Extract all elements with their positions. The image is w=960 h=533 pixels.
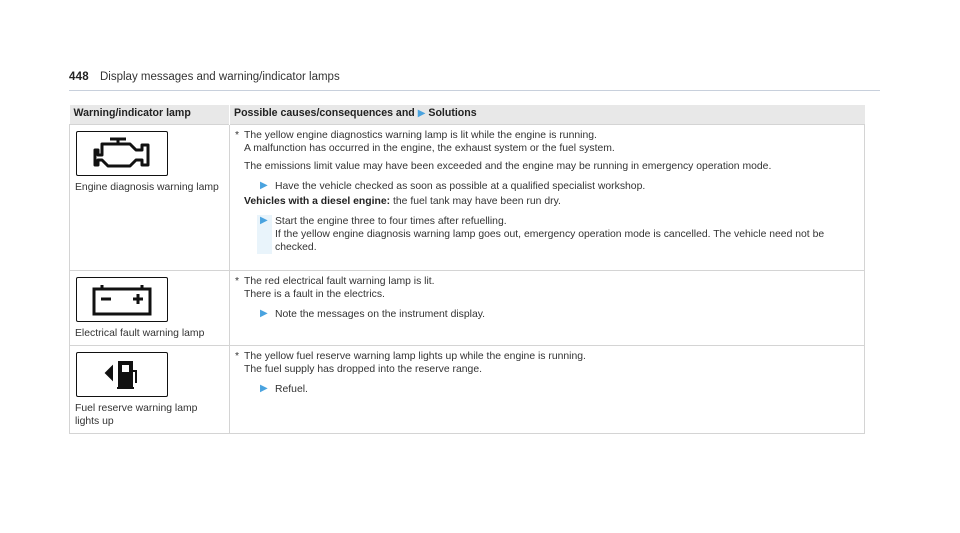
arrow-icon: ▶ (260, 214, 268, 226)
column-header-solutions-label: Solutions (428, 107, 477, 119)
star-marker: * (235, 129, 240, 141)
column-header-causes (230, 105, 865, 124)
lamp-name: Engine diagnosis warning lamp (75, 181, 219, 193)
lamp-name: Electrical fault warning lamp (75, 327, 205, 339)
lamp-cell (70, 345, 230, 433)
action-step (257, 383, 859, 396)
cause-text: The yellow fuel reserve warning lamp lights up while the engine is running. (244, 350, 586, 362)
table-row (70, 270, 865, 345)
lamp-name: Fuel reserve warning lamp lights up (75, 402, 198, 428)
arrow-icon: ▶ (260, 308, 268, 320)
diesel-label: Vehicles with a diesel engine: (244, 195, 391, 207)
action-text: Note the messages on the instrument display. (275, 309, 486, 321)
table-row (70, 345, 865, 433)
action-step (257, 215, 859, 255)
cause-text: The emissions limit value may have been exceeded and the engine may be running in emergency operation mode. (244, 161, 772, 173)
star-marker: * (235, 350, 240, 362)
column-header-causes-label: Possible causes/consequences and (234, 107, 415, 119)
action-step (257, 308, 859, 321)
diesel-text: the fuel tank may have been run dry. (390, 195, 561, 207)
action-text: If the yellow engine diagnosis warning lamp goes out, emergency operation mode is cancelled. The vehicle need not be checked. (275, 228, 825, 254)
action-text: Have the vehicle checked as soon as possible at a qualified specialist workshop. (275, 181, 646, 193)
page-number: 448 (69, 71, 89, 83)
cause-text: The red electrical fault warning lamp is lit. (244, 275, 435, 287)
warning-lamp-table (69, 105, 865, 434)
lamp-cell (70, 124, 230, 270)
cause-text: There is a fault in the electrics. (244, 288, 385, 300)
action-text: Refuel. (275, 384, 308, 396)
arrow-icon: ▶ (260, 180, 268, 192)
causes-cell (230, 345, 865, 433)
cause-text: A malfunction has occurred in the engine, the exhaust system or the fuel system. (244, 142, 615, 154)
action-step (257, 180, 859, 193)
lamp-cell (70, 270, 230, 345)
causes-cell (230, 270, 865, 345)
star-marker: * (235, 275, 240, 287)
arrow-icon: ▶ (417, 108, 426, 119)
cause-text: The yellow engine diagnostics warning lamp is lit while the engine is running. (244, 129, 597, 141)
battery-icon (76, 277, 168, 322)
engine-diagnosis-icon (76, 131, 168, 176)
fuel-pump-icon (76, 352, 168, 397)
cause-text: The fuel supply has dropped into the reserve range. (244, 364, 482, 376)
causes-cell (230, 124, 865, 270)
column-header-lamp: Warning/indicator lamp (70, 105, 230, 124)
table-row (70, 124, 865, 270)
action-text: Start the engine three to four times after refuelling. (275, 215, 507, 227)
page-title: Display messages and warning/indicator lamps (100, 71, 340, 83)
table-header-row (70, 105, 865, 124)
page-header (69, 71, 880, 91)
arrow-icon: ▶ (260, 383, 268, 395)
